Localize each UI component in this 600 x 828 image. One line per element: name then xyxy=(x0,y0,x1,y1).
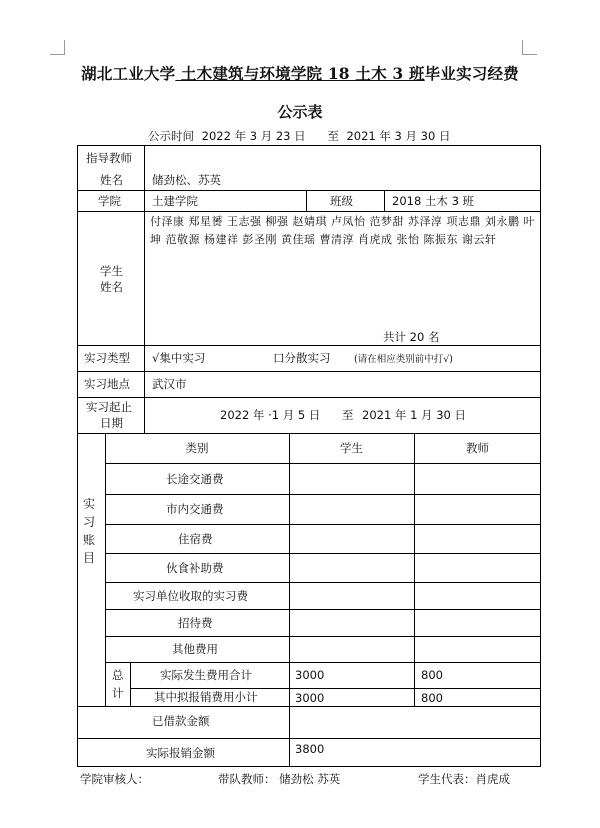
row-divider xyxy=(105,463,541,464)
total-reimburse-label: 其中拟报销费用小计 xyxy=(154,690,258,704)
row-long-distance-transport: 长途交通费 xyxy=(166,472,224,486)
row-hospitality: 招待费 xyxy=(178,616,213,630)
student-rep-name: 肖虎成 xyxy=(475,772,510,786)
col-divider xyxy=(414,433,415,706)
dates-to: 至 xyxy=(342,408,354,422)
row-divider xyxy=(105,582,541,583)
total-reimburse-student: 3000 xyxy=(295,691,325,705)
type-note: (请在相应类别前中打√) xyxy=(354,354,453,365)
title-underlined: 土木建筑与环境学院 18 土木 3 班 xyxy=(175,64,425,83)
row-divider xyxy=(130,688,541,689)
footer-teacher xyxy=(218,771,340,787)
reimbursed-value: 3800 xyxy=(295,742,325,756)
period-to: 至 xyxy=(327,129,339,143)
total-actual-student: 3000 xyxy=(295,668,325,682)
college-value: 土建学院 xyxy=(152,194,198,208)
accounts-vertical-label xyxy=(80,495,98,567)
leading-teacher-names: 储劲松 苏英 xyxy=(279,772,341,786)
accounts-vertical-char: 账 xyxy=(82,533,95,547)
row-divider xyxy=(77,433,541,434)
footer-student-rep xyxy=(418,771,510,787)
row-divider xyxy=(77,397,541,398)
leading-teacher-label: 带队教师： xyxy=(218,772,276,786)
dates-end: 2021 年 1 月 30 日 xyxy=(362,408,466,422)
row-accommodation: 住宿费 xyxy=(178,532,213,546)
borrowed-label: 已借款金额 xyxy=(152,714,210,728)
header-category: 类别 xyxy=(185,441,209,455)
row-divider xyxy=(77,371,541,372)
col-divider xyxy=(289,433,290,706)
teacher-label-line2: 姓名 xyxy=(100,173,123,187)
students-total: 共计 20 名 xyxy=(383,330,440,344)
col-divider xyxy=(105,433,106,706)
row-other-expenses: 其他费用 xyxy=(172,642,218,656)
period-end: 2021 年 3 月 30 日 xyxy=(346,129,451,143)
accounts-vertical-char: 习 xyxy=(82,515,95,529)
teacher-label-line1: 指导教师 xyxy=(86,151,132,165)
location-value: 武汉市 xyxy=(152,377,187,391)
publicity-period xyxy=(148,128,454,144)
row-divider xyxy=(105,609,541,610)
type-option-dispersed: 口分散实习 xyxy=(273,351,331,365)
row-divider xyxy=(77,190,541,191)
row-divider xyxy=(105,553,541,554)
period-label: 公示时间 xyxy=(148,129,194,143)
total-label-char: 总 xyxy=(112,668,124,682)
row-unit-internship-fee: 实习单位收取的实习费 xyxy=(133,589,248,603)
header-teacher: 教师 xyxy=(466,441,489,455)
row-divider xyxy=(105,494,541,495)
type-label: 实习类型 xyxy=(84,351,130,365)
total-reimburse-teacher: 800 xyxy=(421,691,443,705)
col-divider xyxy=(144,145,145,433)
college-label: 学院 xyxy=(98,194,121,208)
row-divider xyxy=(105,524,541,525)
type-option-centralized: √集中实习 xyxy=(152,351,206,365)
row-divider xyxy=(77,345,541,346)
col-divider xyxy=(384,190,385,211)
crop-mark-top-left xyxy=(50,40,65,55)
row-city-transport: 市内交通费 xyxy=(166,502,224,516)
class-label: 班级 xyxy=(330,194,353,208)
col-divider xyxy=(306,190,307,211)
row-divider xyxy=(105,636,541,637)
row-divider xyxy=(77,211,541,212)
class-value: 2018 土木 3 班 xyxy=(392,194,475,208)
row-meal-allowance: 伙食补助费 xyxy=(166,561,224,575)
teacher-value: 储劲松、苏英 xyxy=(152,173,221,187)
dates-label-line2: 日期 xyxy=(100,416,123,430)
header-student: 学生 xyxy=(340,441,363,455)
document-title xyxy=(0,62,600,84)
title-suffix: 毕业实习经费 xyxy=(424,64,519,83)
total-actual-teacher: 800 xyxy=(421,668,443,682)
document-subtitle: 公示表 xyxy=(277,103,323,121)
total-actual-label: 实际发生费用合计 xyxy=(160,668,252,682)
reviewer-label: 学院审核人： xyxy=(80,772,149,786)
accounts-vertical-char: 实 xyxy=(82,497,95,511)
students-label-line2: 姓名 xyxy=(100,280,123,294)
students-label-line1: 学生 xyxy=(100,264,123,278)
title-prefix: 湖北工业大学 xyxy=(81,64,176,83)
student-rep-label: 学生代表： xyxy=(418,772,476,786)
row-divider xyxy=(105,662,541,663)
col-divider xyxy=(130,662,131,706)
row-divider xyxy=(77,706,541,707)
dates-start: 2022 年 ·1 月 5 日 xyxy=(220,408,321,422)
reimbursed-label: 实际报销金额 xyxy=(146,746,215,760)
accounts-vertical-char: 目 xyxy=(82,551,95,565)
col-divider xyxy=(289,706,290,767)
period-start: 2022 年 3 月 23 日 xyxy=(201,129,306,143)
student-names: 付泽康 郑星赟 王志强 柳强 赵婧琪 卢凤怡 范梦甜 苏泽淳 项志鼎 刘永鹏 叶坤 范敬源 杨建祥 彭圣刚 黄佳瑶 曹清淳 肖虎成 张怡 陈振东 谢云轩 xyxy=(150,215,535,246)
row-divider xyxy=(77,738,541,739)
crop-mark-top-right xyxy=(522,40,537,55)
location-label: 实习地点 xyxy=(84,377,130,391)
dates-label-line1: 实习起止 xyxy=(86,400,132,414)
footer-reviewer xyxy=(80,771,149,787)
total-label-char: 计 xyxy=(112,686,124,700)
